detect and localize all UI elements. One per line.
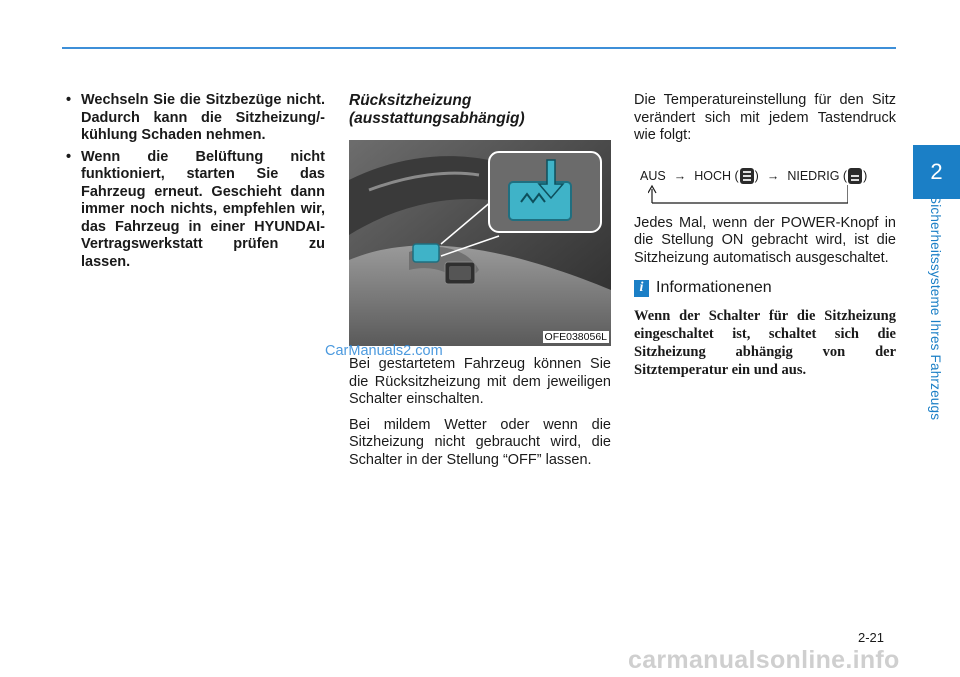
site-watermark: CarManuals2.com <box>325 343 443 359</box>
door-panel-figure <box>349 140 611 346</box>
info-icon: i <box>634 280 649 297</box>
top-rule <box>62 47 896 49</box>
chapter-tab <box>913 145 960 199</box>
bullet-list <box>63 92 325 271</box>
bullet-item: • Wenn die Belüftung nicht funktioniert, starten Sie das Fahrzeug erneut. Geschieht dann immer noch nichts, empfehlen wir, das Fahrzeug in einer HYUNDAI-Vertragswerkstatt prüfen zu lassen. <box>63 149 325 272</box>
arrow-icon: → <box>766 168 780 183</box>
paragraph: Bei gestartetem Fahrzeug können Sie die Rücksitzheizung mit dem jeweiligen Schalter einschalten. <box>349 356 611 407</box>
seq-low: NIEDRIG ( <box>787 168 848 183</box>
arrow-icon: → <box>673 168 687 183</box>
info-title: Informationenen <box>656 279 772 296</box>
seq-off: AUS <box>640 168 666 183</box>
rear-seat-heating-section <box>349 92 611 477</box>
seq-high: HOCH ( <box>694 168 739 183</box>
page-number: 2-21 <box>858 630 885 645</box>
setting-sequence <box>634 153 896 215</box>
seq-close: ) <box>863 168 868 183</box>
bullet-item: • Wechseln Sie die Sitzbezüge nicht. Dadurch kann die Sitzheizung/-kühlung Schaden nehmen. <box>63 92 325 145</box>
return-arrow-icon <box>648 183 848 205</box>
door-panel-illustration <box>349 140 611 346</box>
seat-heater-switch-small <box>413 244 439 262</box>
seq-close: ) <box>754 168 759 183</box>
info-body: Wenn der Schalter für die Sitzheizung eingeschaltet ist, schaltet sich die Sitzheizung abhängig von der Sitztemperatur ein und aus. <box>634 308 896 378</box>
seat-heater-switch-large <box>509 182 571 220</box>
figure-code: OFE038056L <box>544 331 607 343</box>
chapter-number: 2 <box>930 159 943 184</box>
paragraph: Bei mildem Wetter oder wenn die Sitzheizung nicht gebraucht wird, die Schalter in der Stellung “OFF” lassen. <box>349 416 611 468</box>
paragraph: Jedes Mal, wenn der POWER-Knopf in die Stellung ON gebracht wird, ist die Sitzheizung automatisch ausgeschaltet. <box>634 214 896 266</box>
section-title <box>349 92 611 128</box>
info-header <box>634 279 896 297</box>
chapter-title-text: Sicherheitssysteme Ihres Fahrzeugs <box>928 195 943 421</box>
seat-heat-low-icon <box>847 167 863 185</box>
warning-column <box>63 92 325 275</box>
section-title-line2: (ausstattungsabhängig) <box>349 110 525 127</box>
chapter-title <box>928 195 944 445</box>
temperature-setting-column <box>634 92 896 379</box>
footer-watermark: carmanualsonline.info <box>628 646 900 674</box>
section-title-line1: Rücksitzheizung <box>349 92 472 109</box>
intro-paragraph: Die Temperatureinstellung für den Sitz verändert sich mit jedem Tastendruck wie folgt: <box>634 92 896 143</box>
